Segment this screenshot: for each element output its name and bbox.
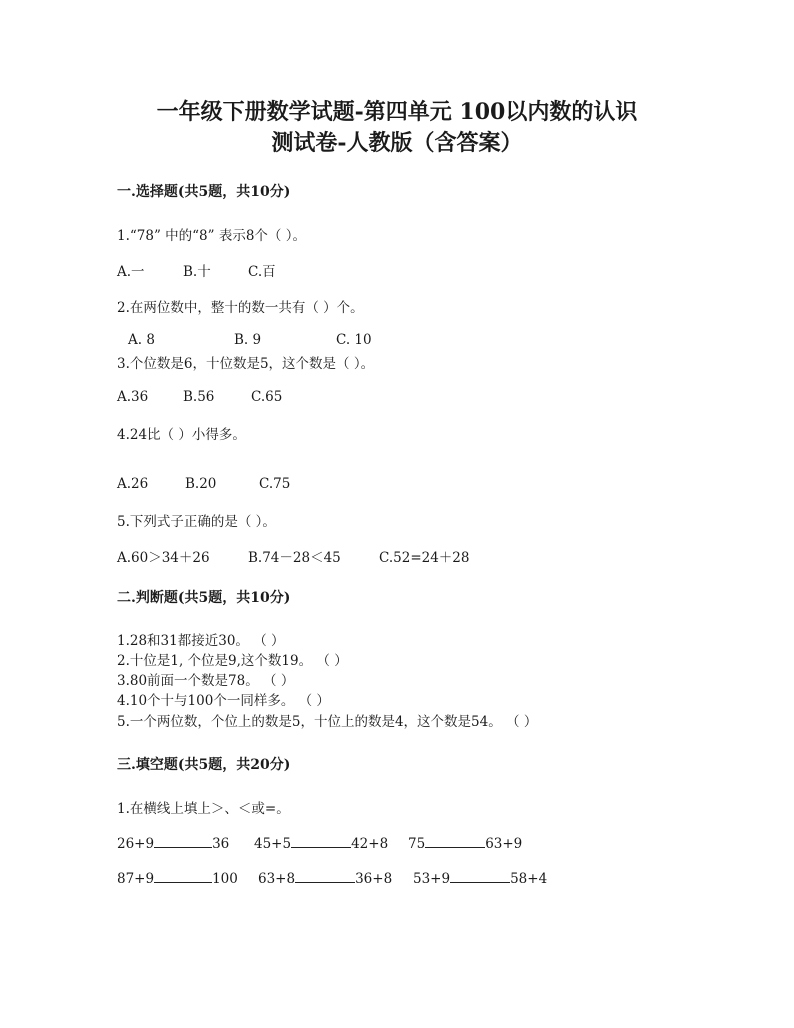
q4-option-c: C.75: [259, 476, 291, 492]
compare-right: 36: [212, 836, 230, 852]
compare-left: 45+5: [254, 836, 292, 852]
q1-option-a: A.一: [117, 264, 145, 280]
answer-blank[interactable]: [154, 833, 212, 848]
compare-item: [117, 833, 229, 852]
judge-item-4: 4.10个十与100个一同样多。 （ ）: [117, 693, 330, 709]
section-heading-fill: 三.填空题(共5题，共20分): [117, 757, 291, 773]
answer-blank[interactable]: [450, 868, 510, 883]
answer-blank[interactable]: [154, 868, 212, 883]
compare-left: 26+9: [117, 836, 155, 852]
question-4: 4.24比（ ）小得多。: [117, 427, 246, 443]
q2-option-a: A. 8: [128, 332, 155, 348]
compare-left: 53+9: [413, 871, 451, 887]
answer-blank[interactable]: [295, 868, 355, 883]
q2-option-b: B. 9: [234, 332, 262, 348]
question-3: 3.个位数是6，十位数是5，这个数是（ ）。: [117, 356, 375, 372]
answer-blank[interactable]: [291, 833, 351, 848]
q4-option-a: A.26: [117, 476, 149, 492]
compare-item: [258, 868, 392, 887]
question-1: 1.“78” 中的“8” 表示8个（ ）。: [117, 228, 306, 244]
judge-item-3: 3.80前面一个数是78。 （ ）: [117, 673, 295, 689]
q1-option-c: C.百: [248, 264, 276, 280]
section-heading-choice: 一.选择题(共5题，共10分): [117, 184, 291, 200]
judge-item-2: 2.十位是1, 个位是9,这个数19。 （ ）: [117, 653, 348, 669]
compare-left: 87+9: [117, 871, 155, 887]
q5-option-c: C.52=24＋28: [379, 550, 470, 566]
q3-option-b: B.56: [183, 389, 215, 405]
q5-option-b: B.74－28＜45: [248, 550, 341, 566]
compare-right: 100: [212, 871, 238, 887]
q1-option-b: B.十: [183, 264, 211, 280]
page-title-line2: 测试卷-人教版（含答案）: [271, 130, 523, 156]
q5-option-a: A.60＞34＋26: [117, 550, 210, 566]
compare-right: 36+8: [355, 871, 393, 887]
judge-item-5: 5.一个两位数，个位上的数是5，十位上的数是4，这个数是54。 （ ）: [117, 714, 538, 730]
compare-left: 63+8: [258, 871, 296, 887]
compare-left: 75: [408, 836, 426, 852]
compare-item: [117, 868, 238, 887]
q3-option-a: A.36: [117, 389, 149, 405]
fill-question-1: 1.在横线上填上＞、＜或=。: [117, 801, 290, 817]
page-title-line1: 一年级下册数学试题-第四单元 100以内数的认识: [156, 99, 638, 125]
q3-option-c: C.65: [251, 389, 283, 405]
compare-right: 58+4: [510, 871, 548, 887]
compare-item: [408, 833, 522, 852]
compare-item: [413, 868, 547, 887]
compare-right: 63+9: [485, 836, 523, 852]
question-2: 2.在两位数中，整十的数一共有（ ）个。: [117, 300, 364, 316]
q4-option-b: B.20: [185, 476, 217, 492]
answer-blank[interactable]: [425, 833, 485, 848]
q2-option-c: C. 10: [336, 332, 372, 348]
compare-item: [254, 833, 388, 852]
compare-right: 42+8: [351, 836, 389, 852]
judge-item-1: 1.28和31都接近30。 （ ）: [117, 633, 285, 649]
section-heading-judge: 二.判断题(共5题，共10分): [117, 590, 291, 606]
question-5: 5.下列式子正确的是（ ）。: [117, 514, 276, 530]
